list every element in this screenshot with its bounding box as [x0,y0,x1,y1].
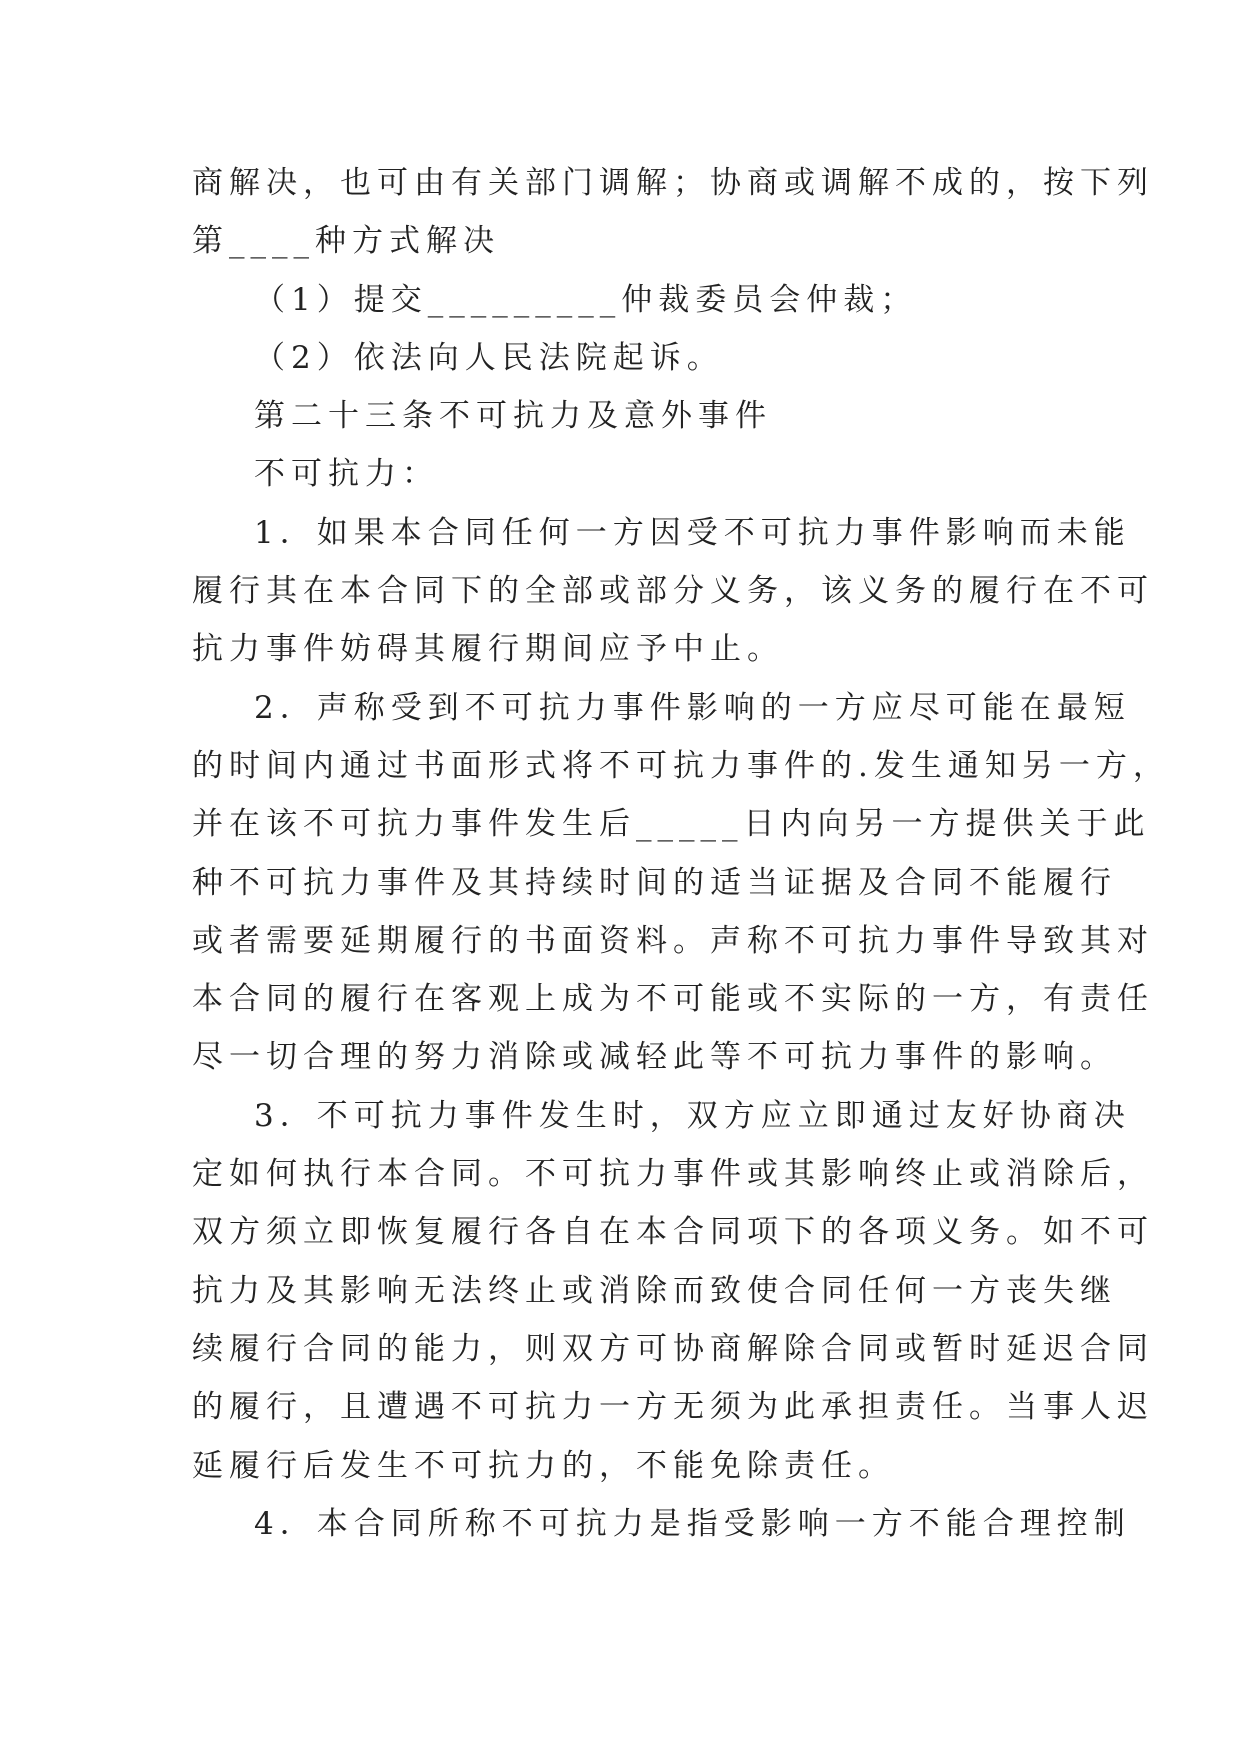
text-line: 第二十三条不可抗力及意外事件 [254,398,772,435]
text-line: 的履行，且遭遇不可抗力一方无须为此承担责任。当事人迟 [192,1389,1154,1426]
text-line: 3．不可抗力事件发生时，双方应立即通过友好协商决 [254,1097,1131,1134]
text-line: 抗力及其影响无法终止或消除而致使合同任何一方丧失继 [192,1272,1117,1309]
text-line: 2．声称受到不可抗力事件影响的一方应尽可能在最短 [254,689,1131,726]
text-line: 履行其在本合同下的全部或部分义务，该义务的履行在不可 [192,573,1154,610]
text-line: 的时间内通过书面形式将不可抗力事件的.发生通知另一方， [192,747,1170,784]
text-line: 商解决，也可由有关部门调解；协商或调解不成的，按下列 [192,165,1154,201]
contract-text [192,154,1170,1553]
text-line: 或者需要延期履行的书面资料。声称不可抗力事件导致其对 [192,922,1154,959]
text-line: 双方须立即恢复履行各自在本合同项下的各项义务。如不可 [192,1214,1154,1251]
text-line: 4．本合同所称不可抗力是指受影响一方不能合理控制 [254,1505,1131,1542]
text-line: 定如何执行本合同。不可抗力事件或其影响终止或消除后， [192,1156,1154,1193]
text-line: 并在该不可抗力事件发生后_____日内向另一方提供关于此 [192,806,1151,843]
text-line: （2）依法向人民法院起诉。 [254,339,724,376]
text-line: 尽一切合理的努力消除或减轻此等不可抗力事件的影响。 [192,1039,1117,1076]
text-line: 续履行合同的能力，则双方可协商解除合同或暂时延迟合同 [192,1330,1154,1367]
text-line: 抗力事件妨碍其履行期间应予中止。 [192,631,784,668]
text-line: 延履行后发生不可抗力的，不能免除责任。 [192,1447,895,1484]
text-line: （1）提交_________仲裁委员会仲裁； [254,281,918,318]
text-line: 种不可抗力事件及其持续时间的适当证据及合同不能履行 [192,864,1117,901]
text-line: 本合同的履行在客观上成为不可能或不实际的一方，有责任 [192,981,1154,1018]
text-line: 1．如果本合同任何一方因受不可抗力事件影响而未能 [254,514,1131,551]
text-line: 第____种方式解决 [192,223,500,260]
text-line: 不可抗力： [254,456,439,493]
